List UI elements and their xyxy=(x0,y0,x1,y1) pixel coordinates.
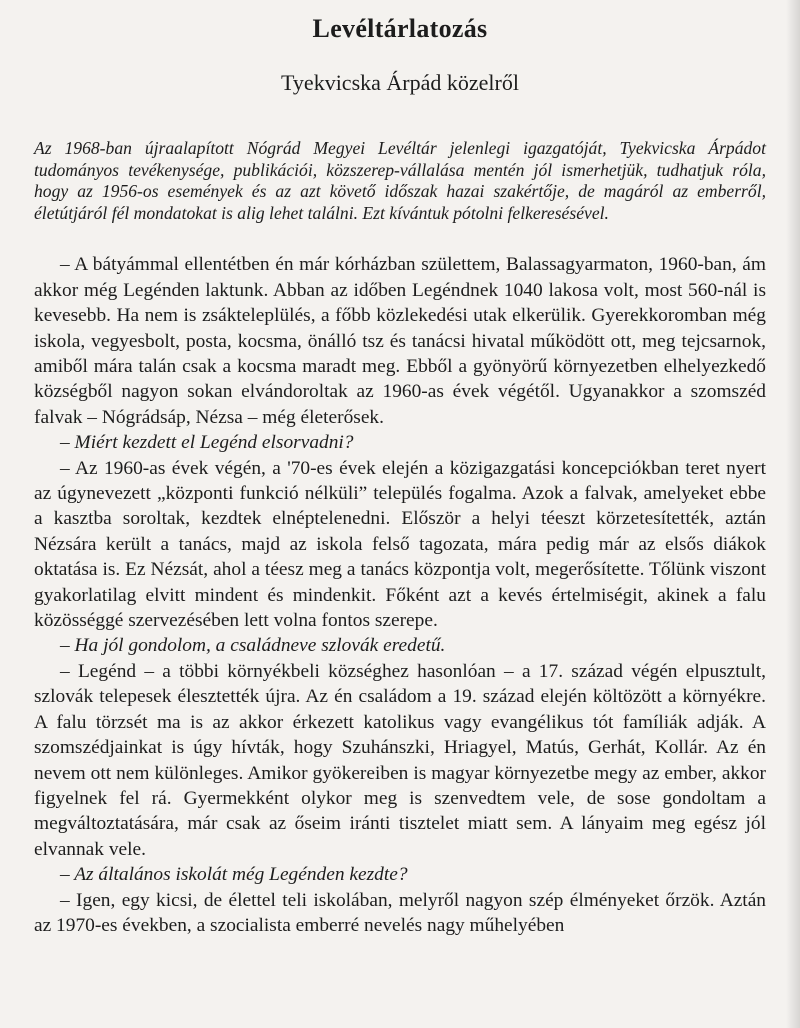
article-subtitle: Tyekvicska Árpád közelről xyxy=(281,70,519,95)
page-edge-shadow xyxy=(786,0,800,1028)
answer-paragraph: – Az 1960-as évek végén, a '70-es évek elején a közigazgatási koncepciókban teret nyert az úgynevezett „központi funkció nélküli” település fogalma. Azok a falvak, amelyeket ebbe a kasztba soroltak, kezdtek elnéptelenedni. Először a helyi téeszt körzetesítették, aztán Nézsára került a tanács, majd az iskola felső tagozata, mára pedig már az elsős diákok oktatása is. Ez Nézsát, ahol a téesz meg a tanács központja volt, megerősítette. Tőlünk viszont gyakorlatilag elvitt mindent és mindenkit. Főként azt a kevés értelmiségit, akinek a falu közösséggé szervezésében lett volna fontos szerepe. xyxy=(34,457,766,632)
article-title: Levéltárlatozás xyxy=(312,14,488,43)
answer-paragraph: – A bátyámmal ellentétben én már kórházban születtem, Balassagyarmaton, 1960-ban, ám akkor még Legénden laktunk. Abban az időben Legéndnek 1040 lakosa volt, most 560-nál is kevesebb. Ha nem is zsákteleplülés, a főbb közlekedési utak elkerülik. Gyerekkoromban még iskola, vegyesbolt, posta, kocsma, önálló tsz és tanácsi hivatal működött ott, meg tejcsarnok, amiből mára talán csak a kocsma maradt meg. Ebből a gyönyörű környezetben elhelyezkedő községből nagyon sokan elvándoroltak az 1960-as évek végétől. Ugyanakkor a szomszéd falvak – Nógrádsáp, Nézsa – még életerősek. xyxy=(34,254,766,428)
answer-paragraph: – Legénd – a többi környékbeli községhez hasonlóan – a 17. század végén elpusztult, szlovák telepesek élesztették újra. Az én családom a 19. század elején költözött a környékre. A falu törzsét ma is az akkor érkezett katolikus vagy evangélikus tót famíliák adják. A szomszédjainkat is úgy hívták, hogy Szuhánszki, Hriagyel, Matús, Gerhát, Kollár. Az én nevem ott nem különleges. Amikor gyökereiben is magyar környezetbe megy az ember, akkor figyelnek fel rá. Gyermekként olykor meg is szenvedtem vele, de sose gondoltam a megváltoztatására, már csak az őseim iránti tisztelet miatt sem. A lányaim meg egész jól elvannak vele. xyxy=(34,660,766,860)
question-paragraph: – Miért kezdett el Legénd elsorvadni? xyxy=(60,432,354,454)
lead-paragraph: Az 1968-ban újraalapított Nógrád Megyei Levéltár jelenlegi igazgatóját, Tyekvicska Árpádot tudományos tevékenysége, publikációi, közszerep-vállalása mentén jól ismerhetjük, tudhatjuk róla, hogy az 1956-os események és az azt követő időszak hazai szakértője, de magáról az emberről, életútjáról fél mondatokat is alig lehet találni. Ezt kívántuk pótolni felkeresésével. xyxy=(34,138,766,223)
answer-paragraph: – Igen, egy kicsi, de élettel teli iskolában, melyről nagyon szép élményeket őrzök. Aztán az 1970-es években, a szocialista emberré nevelés nagy műhelyében xyxy=(34,889,766,936)
interview-body xyxy=(34,252,766,938)
question-paragraph: – Ha jól gondolom, a családneve szlovák eredetű. xyxy=(60,635,446,657)
question-paragraph: – Az általános iskolát még Legénden kezdte? xyxy=(60,864,408,886)
